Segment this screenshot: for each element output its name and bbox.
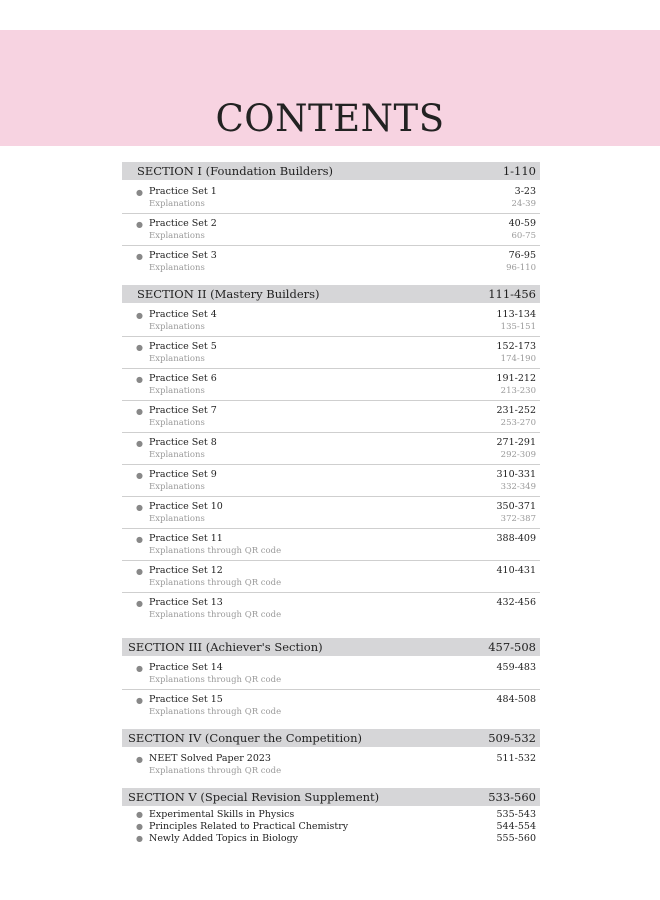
bullet-icon: ● bbox=[136, 471, 143, 480]
toc-entry-practice-set-2[interactable] bbox=[122, 214, 540, 246]
section-4-items bbox=[122, 749, 540, 780]
entry-label: Practice Set 7 bbox=[149, 405, 217, 416]
explanations-label: Explanations bbox=[149, 354, 205, 364]
section-1-items bbox=[122, 182, 540, 277]
bullet-icon: ● bbox=[136, 696, 143, 705]
section-3-items bbox=[122, 658, 540, 721]
bullet-icon: ● bbox=[136, 567, 143, 576]
toc-entry-practice-set-9[interactable] bbox=[122, 465, 540, 497]
explanations-label: Explanations through QR code bbox=[149, 610, 282, 620]
toc-entry-practice-set-5[interactable] bbox=[122, 337, 540, 369]
explanations-pages: 332-349 bbox=[500, 482, 536, 492]
entry-label: Practice Set 11 bbox=[149, 533, 223, 544]
entry-pages: 388-409 bbox=[496, 533, 536, 544]
entry-label: Practice Set 10 bbox=[149, 501, 223, 512]
toc-entry-biology-topics[interactable] bbox=[122, 833, 540, 845]
explanations-label: Explanations bbox=[149, 482, 205, 492]
section-header-3[interactable] bbox=[122, 638, 540, 656]
bullet-icon: ● bbox=[136, 535, 143, 544]
explanations-pages: 135-151 bbox=[500, 322, 536, 332]
explanations-label: Explanations bbox=[149, 263, 205, 273]
toc-entry-practice-set-6[interactable] bbox=[122, 369, 540, 401]
entry-pages: 459-483 bbox=[496, 662, 536, 673]
entry-pages: 76-95 bbox=[508, 250, 536, 261]
explanations-label: Explanations through QR code bbox=[149, 578, 282, 588]
entry-pages: 271-291 bbox=[496, 437, 536, 448]
entry-pages: 191-212 bbox=[496, 373, 536, 384]
section-title: SECTION II (Mastery Builders) bbox=[137, 287, 320, 301]
toc-entry-experimental-skills[interactable] bbox=[122, 809, 540, 821]
explanations-label: Explanations through QR code bbox=[149, 766, 282, 776]
toc-entry-practice-set-7[interactable] bbox=[122, 401, 540, 433]
toc-entry-practice-set-10[interactable] bbox=[122, 497, 540, 529]
entry-pages: 231-252 bbox=[496, 405, 536, 416]
toc-entry-practice-set-13[interactable] bbox=[122, 593, 540, 624]
entry-pages: 40-59 bbox=[508, 218, 536, 229]
explanations-label: Explanations bbox=[149, 322, 205, 332]
toc-entry-practice-set-3[interactable] bbox=[122, 246, 540, 277]
explanations-label: Explanations bbox=[149, 450, 205, 460]
entry-pages: 410-431 bbox=[496, 565, 536, 576]
bullet-icon: ● bbox=[136, 252, 143, 261]
entry-label: Practice Set 6 bbox=[149, 373, 217, 384]
bullet-icon: ● bbox=[136, 407, 143, 416]
section-pages: 457-508 bbox=[488, 640, 536, 654]
entry-pages: 544-554 bbox=[496, 821, 536, 832]
toc-entry-neet-solved-paper[interactable] bbox=[122, 749, 540, 780]
entry-label: Practice Set 12 bbox=[149, 565, 223, 576]
entry-pages: 555-560 bbox=[496, 833, 536, 844]
entry-pages: 113-134 bbox=[496, 309, 536, 320]
explanations-label: Explanations through QR code bbox=[149, 707, 282, 717]
toc-entry-practice-set-15[interactable] bbox=[122, 690, 540, 721]
explanations-pages: 96-110 bbox=[506, 263, 536, 273]
entry-label: Practice Set 3 bbox=[149, 250, 217, 261]
entry-label: Practice Set 9 bbox=[149, 469, 217, 480]
explanations-label: Explanations through QR code bbox=[149, 546, 282, 556]
toc-entry-practice-set-1[interactable] bbox=[122, 182, 540, 214]
section-header-1[interactable] bbox=[122, 162, 540, 180]
page-title: CONTENTS bbox=[215, 97, 445, 140]
section-header-2[interactable] bbox=[122, 285, 540, 303]
entry-label: Practice Set 2 bbox=[149, 218, 217, 229]
explanations-pages: 60-75 bbox=[511, 231, 536, 241]
explanations-label: Explanations bbox=[149, 386, 205, 396]
bullet-icon: ● bbox=[136, 664, 143, 673]
section-title: SECTION V (Special Revision Supplement) bbox=[128, 790, 380, 804]
explanations-label: Explanations through QR code bbox=[149, 675, 282, 685]
explanations-label: Explanations bbox=[149, 514, 205, 524]
toc-entry-practice-set-4[interactable] bbox=[122, 305, 540, 337]
section-title: SECTION IV (Conquer the Competition) bbox=[128, 731, 362, 745]
entry-pages: 350-371 bbox=[496, 501, 536, 512]
entry-pages: 152-173 bbox=[496, 341, 536, 352]
entry-label: Practice Set 8 bbox=[149, 437, 217, 448]
entry-pages: 535-543 bbox=[496, 809, 536, 820]
explanations-pages: 253-270 bbox=[500, 418, 536, 428]
section-pages: 509-532 bbox=[488, 731, 536, 745]
entry-label: Practice Set 15 bbox=[149, 694, 223, 705]
explanations-pages: 372-387 bbox=[500, 514, 536, 524]
section-pages: 1-110 bbox=[502, 164, 536, 178]
entry-label: Practice Set 13 bbox=[149, 597, 223, 608]
explanations-label: Explanations bbox=[149, 418, 205, 428]
bullet-icon: ● bbox=[136, 599, 143, 608]
section-2-items bbox=[122, 305, 540, 624]
bullet-icon: ● bbox=[136, 375, 143, 384]
explanations-label: Explanations bbox=[149, 199, 205, 209]
explanations-pages: 213-230 bbox=[500, 386, 536, 396]
entry-label: Practice Set 4 bbox=[149, 309, 217, 320]
table-of-contents bbox=[122, 162, 540, 845]
bullet-icon: ● bbox=[136, 834, 143, 843]
bullet-icon: ● bbox=[136, 503, 143, 512]
bullet-icon: ● bbox=[136, 188, 143, 197]
entry-label: Principles Related to Practical Chemistry bbox=[149, 821, 349, 832]
bullet-icon: ● bbox=[136, 755, 143, 764]
entry-label: Practice Set 5 bbox=[149, 341, 217, 352]
entry-label: Newly Added Topics in Biology bbox=[149, 833, 299, 844]
section-pages: 111-456 bbox=[488, 287, 536, 301]
entry-pages: 432-456 bbox=[496, 597, 536, 608]
entry-label: NEET Solved Paper 2023 bbox=[149, 753, 271, 764]
section-pages: 533-560 bbox=[488, 790, 536, 804]
toc-entry-practice-set-8[interactable] bbox=[122, 433, 540, 465]
section-header-4[interactable] bbox=[122, 729, 540, 747]
section-header-5[interactable] bbox=[122, 788, 540, 806]
bullet-icon: ● bbox=[136, 439, 143, 448]
explanations-label: Explanations bbox=[149, 231, 205, 241]
explanations-pages: 24-39 bbox=[511, 199, 536, 209]
entry-pages: 310-331 bbox=[496, 469, 536, 480]
entry-pages: 511-532 bbox=[496, 753, 536, 764]
toc-entry-practical-chemistry[interactable] bbox=[122, 821, 540, 833]
toc-entry-practice-set-12[interactable] bbox=[122, 561, 540, 593]
bullet-icon: ● bbox=[136, 343, 143, 352]
entry-pages: 484-508 bbox=[496, 694, 536, 705]
entry-label: Experimental Skills in Physics bbox=[149, 809, 295, 820]
bullet-icon: ● bbox=[136, 822, 143, 831]
toc-entry-practice-set-11[interactable] bbox=[122, 529, 540, 561]
entry-label: Practice Set 14 bbox=[149, 662, 223, 673]
toc-entry-practice-set-14[interactable] bbox=[122, 658, 540, 690]
bullet-icon: ● bbox=[136, 810, 143, 819]
explanations-pages: 292-309 bbox=[500, 450, 536, 460]
section-title: SECTION I (Foundation Builders) bbox=[137, 164, 333, 178]
bullet-icon: ● bbox=[136, 220, 143, 229]
explanations-pages: 174-190 bbox=[500, 354, 536, 364]
bullet-icon: ● bbox=[136, 311, 143, 320]
section-title: SECTION III (Achiever's Section) bbox=[128, 640, 323, 654]
entry-label: Practice Set 1 bbox=[149, 186, 217, 197]
entry-pages: 3-23 bbox=[514, 186, 536, 197]
section-5-items bbox=[122, 809, 540, 845]
